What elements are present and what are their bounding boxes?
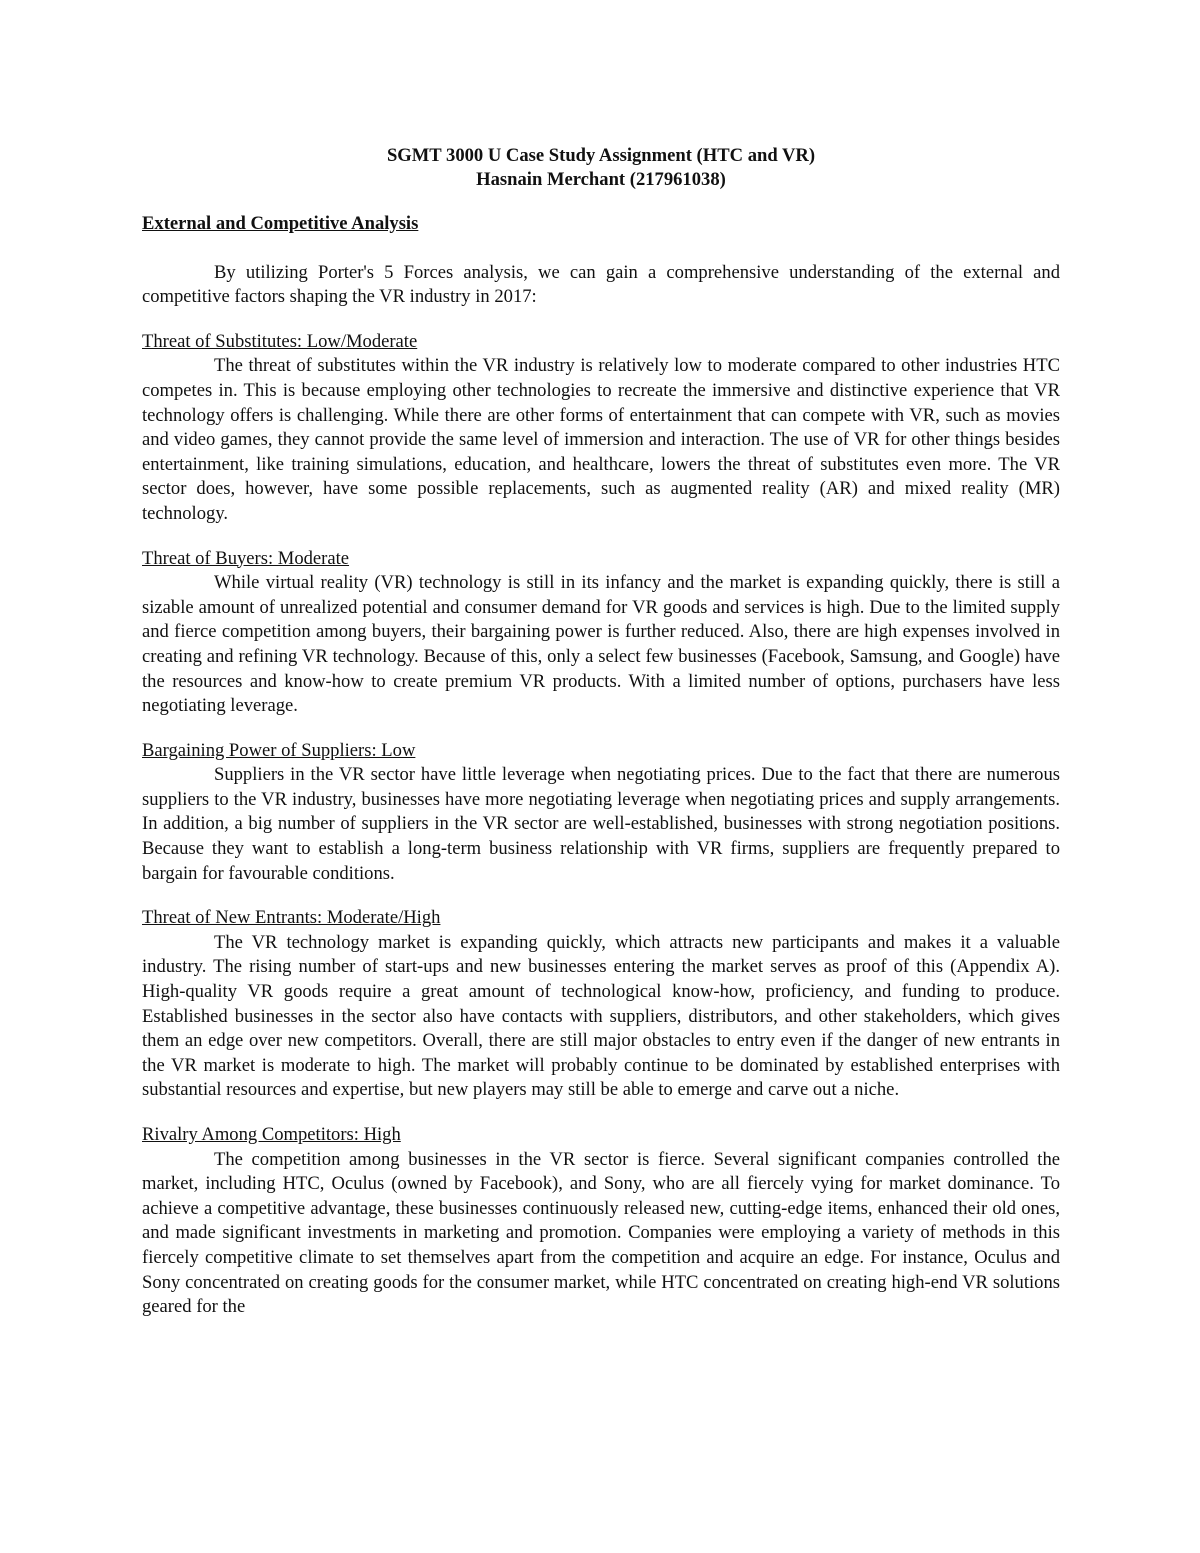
main-heading: External and Competitive Analysis	[142, 213, 419, 234]
section-rivalry	[142, 1123, 1060, 1320]
section-buyers	[142, 547, 1060, 719]
section-body: While virtual reality (VR) technology is still in its infancy and the market is expanding quickly, there is still a sizable amount of unrealized potential and consumer demand for VR goods and services is high. Due to the limited supply and fierce competition among buyers, their bargaining power is further reduced. Also, there are high expenses involved in creating and refining VR technology. Because of this, only a select few businesses (Facebook, Samsung, and Google) have the resources and know-how to create premium VR products. With a limited number of options, purchasers have less negotiating leverage.	[142, 572, 1060, 717]
document-title: SGMT 3000 U Case Study Assignment (HTC and VR)	[386, 145, 816, 166]
title-block	[142, 144, 1060, 192]
section-heading: Threat of Buyers: Moderate	[142, 547, 350, 569]
section-body: The VR technology market is expanding quickly, which attracts new participants and makes it a valuable industry. The rising number of start-ups and new businesses entering the market serves as proof of this (Appendix A). High-quality VR goods require a great amount of technological know-how, proficiency, and funding to produce. Established businesses in the sector also have contacts with suppliers, distributors, and other stakeholders, which gives them an edge over new competitors. Overall, there are still major obstacles to entry even if the danger of new entrants in the VR market is moderate to high. The market will probably continue to be dominated by established enterprises with substantial resources and expertise, but new players may still be able to emerge and carve out a niche.	[142, 931, 1060, 1101]
section-heading: Bargaining Power of Suppliers: Low	[142, 739, 416, 761]
intro-text: By utilizing Porter's 5 Forces analysis, we can gain a comprehensive understanding of the external and competitive factors shaping the VR industry in 2017:	[142, 261, 1060, 308]
document-page	[142, 144, 1060, 1320]
section-body: The competition among businesses in the VR sector is fierce. Several significant companies controlled the market, including HTC, Oculus (owned by Facebook), and Sony, who are all fiercely vying for market dominance. To achieve a competitive advantage, these businesses continuously released new, cutting-edge items, enhanced their old ones, and made significant investments in marketing and promotion. Companies were employing a variety of methods in this fiercely competitive climate to set themselves apart from the competition and acquire an edge. For instance, Oculus and Sony concentrated on creating goods for the consumer market, while HTC concentrated on creating high-end VR solutions geared for the	[142, 1148, 1060, 1318]
section-body: Suppliers in the VR sector have little leverage when negotiating prices. Due to the fact that there are numerous suppliers to the VR industry, businesses have more negotiating leverage when negotiating prices and supply arrangements. In addition, a big number of suppliers in the VR sector are well-established, businesses with strong negotiation positions. Because they want to establish a long-term business relationship with VR firms, suppliers are frequently prepared to bargain for favourable conditions.	[142, 764, 1060, 884]
section-body: The threat of substitutes within the VR industry is relatively low to moderate compared to other industries HTC competes in. This is because employing other technologies to recreate the immersive and distinctive experience that VR technology offers is challenging. While there are other forms of entertainment that can compete with VR, such as movies and video games, they cannot provide the same level of immersion and interaction. The use of VR for other things besides entertainment, like training simulations, education, and healthcare, lowers the threat of substitutes even more. The VR sector does, however, have some possible replacements, such as augmented reality (AR) and mixed reality (MR) technology.	[142, 355, 1060, 524]
section-suppliers	[142, 739, 1060, 887]
section-heading: Threat of New Entrants: Moderate/High	[142, 907, 441, 929]
section-substitutes	[142, 330, 1060, 527]
intro-paragraph	[142, 261, 1060, 310]
section-new-entrants	[142, 906, 1060, 1103]
section-heading: Rivalry Among Competitors: High	[142, 1124, 401, 1145]
section-heading: Threat of Substitutes: Low/Moderate	[142, 330, 418, 352]
author-line: Hasnain Merchant (217961038)	[476, 169, 726, 190]
